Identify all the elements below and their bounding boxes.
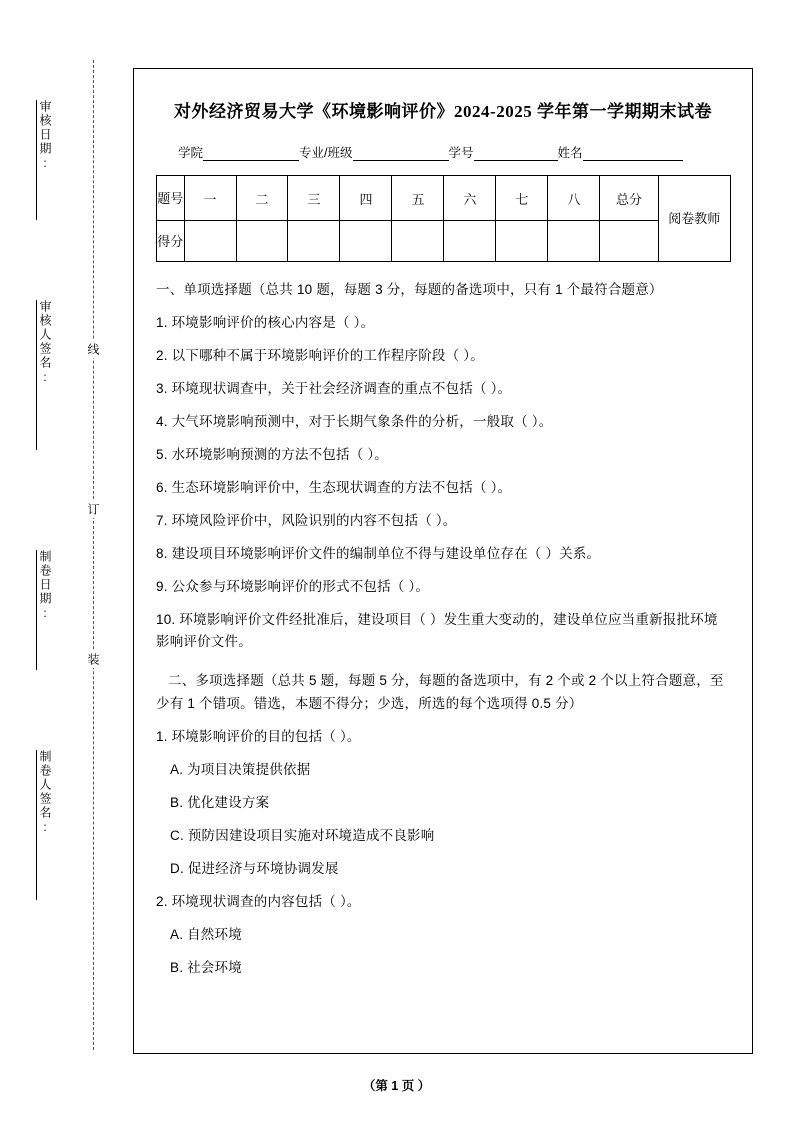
question-2-1-option-a: A. 为项目决策提供依据 bbox=[170, 762, 311, 777]
score-cell-4[interactable] bbox=[340, 221, 392, 262]
major-class-label: 专业/班级 bbox=[299, 146, 353, 160]
col-2: 二 bbox=[236, 176, 288, 221]
score-cell-7[interactable] bbox=[496, 221, 548, 262]
score-cell-6[interactable] bbox=[444, 221, 496, 262]
question-1-1: 1. 环境影响评价的核心内容是（ ）。 bbox=[156, 315, 375, 330]
col-3: 三 bbox=[288, 176, 340, 221]
col-4: 四 bbox=[340, 176, 392, 221]
col-total: 总分 bbox=[600, 176, 658, 221]
question-1-9: 9. 公众参与环境影响评价的形式不包括（ ）。 bbox=[156, 579, 430, 594]
student-id-label: 学号 bbox=[448, 146, 474, 160]
question-2-2-option-a: A. 自然环境 bbox=[170, 927, 242, 942]
col-1: 一 bbox=[184, 176, 236, 221]
score-cell-total[interactable] bbox=[600, 221, 658, 262]
score-cell-1[interactable] bbox=[184, 221, 236, 262]
name-label: 姓名 bbox=[557, 146, 583, 160]
score-cell-8[interactable] bbox=[548, 221, 600, 262]
name-blank[interactable] bbox=[583, 147, 683, 161]
question-2-1-option-c: C. 预防因建设项目实施对环境造成不良影响 bbox=[170, 828, 435, 843]
student-id-field[interactable] bbox=[449, 143, 558, 161]
question-1-10: 10. 环境影响评价文件经批准后，建设项目（ ）发生重大变动的，建设单位应当重新报批环境影响评价文件。 bbox=[156, 612, 718, 649]
score-cell-3[interactable] bbox=[288, 221, 340, 262]
reviewer-sign-label: 审核人签名: bbox=[36, 300, 54, 450]
student-id-blank[interactable] bbox=[474, 147, 558, 161]
question-1-6: 6. 生态环境影响评价中，生态现状调查的方法不包括（ ）。 bbox=[156, 480, 512, 495]
question-2-2-option-b: B. 社会环境 bbox=[170, 960, 242, 975]
row-header-score: 得分 bbox=[157, 221, 185, 262]
college-blank[interactable] bbox=[203, 147, 299, 161]
exam-paper bbox=[133, 68, 753, 1054]
margin-annotation-strip bbox=[30, 60, 130, 1060]
row-header-question-no: 题号 bbox=[157, 176, 185, 221]
page-footer: （第 1 页 ） bbox=[362, 1079, 431, 1093]
question-2-1: 1. 环境影响评价的目的包括（ ）。 bbox=[156, 729, 361, 744]
paper-date-label: 制卷日期: bbox=[36, 550, 54, 670]
question-1-5: 5. 水环境影响预测的方法不包括（ ）。 bbox=[156, 447, 389, 462]
paper-maker-sign-label: 制卷人签名: bbox=[36, 750, 54, 900]
seal-dashed-line bbox=[93, 60, 94, 1050]
question-2-1-option-d: D. 促进经济与环境协调发展 bbox=[170, 861, 339, 876]
question-1-2: 2. 以下哪种不属于环境影响评价的工作程序阶段（ ）。 bbox=[156, 348, 484, 363]
question-1-7: 7. 环境风险评价中，风险识别的内容不包括（ ）。 bbox=[156, 513, 457, 528]
major-class-field[interactable] bbox=[299, 143, 448, 161]
col-6: 六 bbox=[444, 176, 496, 221]
seal-paste-label: 装 bbox=[85, 650, 102, 668]
col-8: 八 bbox=[548, 176, 600, 221]
col-7: 七 bbox=[496, 176, 548, 221]
col-5: 五 bbox=[392, 176, 444, 221]
seal-bind-label: 订 bbox=[85, 500, 102, 518]
section-2-heading: 二、多项选择题（总共 5 题，每题 5 分，每题的备选项中，有 2 个或 2 个以上符合题意，至少有 1 个错项。错选，本题不得分；少选，所选的每个选项得 0.5 分） bbox=[156, 673, 724, 711]
major-class-blank[interactable] bbox=[353, 147, 449, 161]
seal-line-label: 线 bbox=[85, 340, 102, 358]
review-date-label: 审核日期: bbox=[36, 100, 54, 220]
table-row-question-numbers bbox=[157, 176, 731, 221]
question-2-2: 2. 环境现状调查的内容包括（ ）。 bbox=[156, 894, 361, 909]
score-cell-5[interactable] bbox=[392, 221, 444, 262]
table-row-scores bbox=[157, 221, 731, 262]
question-1-8: 8. 建设项目环境影响评价文件的编制单位不得与建设单位存在（ ）关系。 bbox=[156, 546, 601, 561]
score-cell-2[interactable] bbox=[236, 221, 288, 262]
student-info-line bbox=[156, 143, 730, 161]
question-1-4: 4. 大气环境影响预测中，对于长期气象条件的分析，一般取（ ）。 bbox=[156, 414, 553, 429]
question-1-3: 3. 环境现状调查中，关于社会经济调查的重点不包括（ ）。 bbox=[156, 381, 512, 396]
score-table bbox=[156, 175, 731, 262]
col-grading-teacher: 阅卷教师 bbox=[658, 176, 731, 262]
page-title: 对外经济贸易大学《环境影响评价》2024‑2025 学年第一学期期末试卷 bbox=[174, 102, 712, 121]
college-label: 学院 bbox=[178, 146, 204, 160]
question-2-1-option-b: B. 优化建设方案 bbox=[170, 795, 270, 810]
section-1-heading: 一、单项选择题（总共 10 题，每题 3 分，每题的备选项中，只有 1 个最符合题意） bbox=[156, 282, 663, 297]
name-field[interactable] bbox=[558, 143, 683, 161]
college-field[interactable] bbox=[178, 143, 299, 161]
